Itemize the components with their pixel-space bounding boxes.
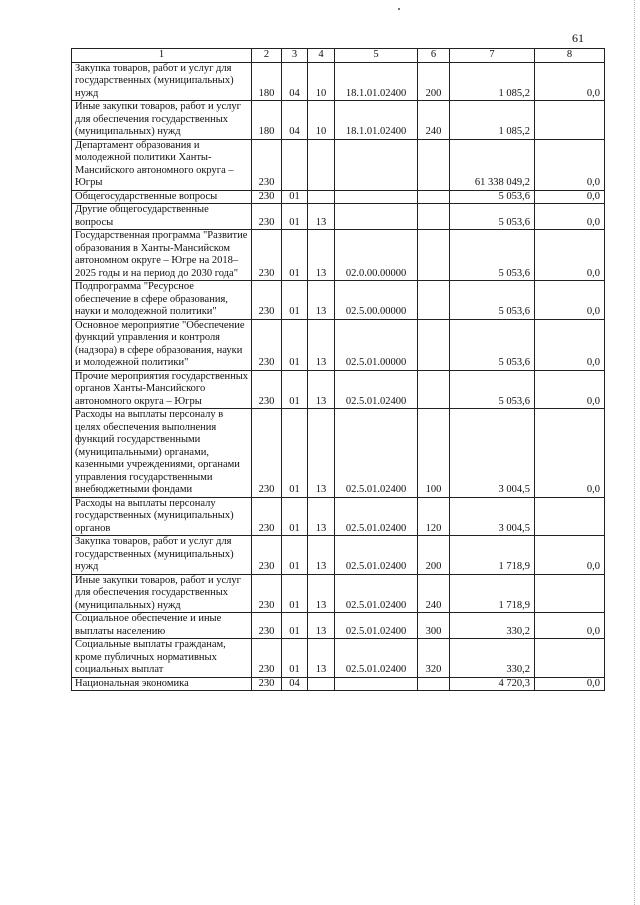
expense-type-cell (418, 190, 450, 204)
amount-cell: 3 004,5 (450, 409, 535, 498)
row-name-cell: Общегосударственные вопросы (72, 190, 252, 204)
glava-cell: 230 (252, 409, 282, 498)
amount-cell: 5 053,6 (450, 190, 535, 204)
target-article-cell: 02.5.01.00000 (335, 319, 418, 370)
razdel-cell: 01 (282, 613, 308, 639)
amount-2-cell: 0,0 (535, 139, 605, 190)
razdel-cell: 01 (282, 497, 308, 536)
header-col-5: 5 (335, 49, 418, 63)
table-row (72, 370, 605, 409)
razdel-cell: 01 (282, 370, 308, 409)
podrazdel-cell: 13 (308, 574, 335, 613)
amount-2-cell: 0,0 (535, 190, 605, 204)
amount-2-cell (535, 101, 605, 140)
table-body (72, 62, 605, 691)
podrazdel-cell: 13 (308, 281, 335, 320)
amount-cell: 5 053,6 (450, 370, 535, 409)
row-name-cell: Расходы на выплаты персоналу в целях обеспечения выполнения функций государственными (муниципальными) органами, казенными учреждениями, органами управления государственными внебюджетными фондами (72, 409, 252, 498)
target-article-cell: 02.5.01.02400 (335, 639, 418, 678)
podrazdel-cell: 13 (308, 536, 335, 575)
amount-2-cell: 0,0 (535, 613, 605, 639)
glava-cell: 230 (252, 639, 282, 678)
row-name-cell: Национальная экономика (72, 677, 252, 691)
expense-type-cell (418, 230, 450, 281)
glava-cell: 230 (252, 230, 282, 281)
glava-cell: 230 (252, 281, 282, 320)
target-article-cell: 02.5.01.02400 (335, 370, 418, 409)
target-article-cell: 02.5.01.02400 (335, 409, 418, 498)
amount-cell: 1 718,9 (450, 536, 535, 575)
target-article-cell: 02.5.01.02400 (335, 536, 418, 575)
glava-cell: 230 (252, 139, 282, 190)
target-article-cell (335, 190, 418, 204)
amount-cell: 61 338 049,2 (450, 139, 535, 190)
header-col-4: 4 (308, 49, 335, 63)
header-col-6: 6 (418, 49, 450, 63)
table-row (72, 536, 605, 575)
table-row (72, 62, 605, 101)
amount-cell: 1 718,9 (450, 574, 535, 613)
table-row (72, 613, 605, 639)
amount-cell: 5 053,6 (450, 281, 535, 320)
razdel-cell: 01 (282, 204, 308, 230)
header-col-3: 3 (282, 49, 308, 63)
expense-type-cell: 200 (418, 62, 450, 101)
amount-cell: 330,2 (450, 613, 535, 639)
amount-2-cell: 0,0 (535, 204, 605, 230)
expense-type-cell (418, 319, 450, 370)
podrazdel-cell: 13 (308, 639, 335, 678)
header-col-2: 2 (252, 49, 282, 63)
scan-speck (398, 8, 400, 10)
page-number: 61 (572, 31, 584, 45)
table-row (72, 319, 605, 370)
glava-cell: 230 (252, 536, 282, 575)
expense-type-cell: 120 (418, 497, 450, 536)
expense-type-cell: 100 (418, 409, 450, 498)
razdel-cell: 01 (282, 536, 308, 575)
row-name-cell: Прочие мероприятия государственных органов Ханты-Мансийского автономного округа – Югры (72, 370, 252, 409)
expense-type-cell: 320 (418, 639, 450, 678)
table-row (72, 230, 605, 281)
amount-2-cell: 0,0 (535, 677, 605, 691)
glava-cell: 230 (252, 204, 282, 230)
row-name-cell: Государственная программа "Развитие образования в Ханты-Мансийском автономном округе – Югре на 2018–2025 годы и на период до 2030 года" (72, 230, 252, 281)
table-row (72, 677, 605, 691)
razdel-cell: 04 (282, 677, 308, 691)
amount-2-cell: 0,0 (535, 230, 605, 281)
podrazdel-cell: 13 (308, 409, 335, 498)
amount-cell: 5 053,6 (450, 204, 535, 230)
table-row (72, 139, 605, 190)
row-name-cell: Закупка товаров, работ и услуг для государственных (муниципальных) нужд (72, 62, 252, 101)
target-article-cell: 02.0.00.00000 (335, 230, 418, 281)
amount-2-cell: 0,0 (535, 370, 605, 409)
amount-cell: 330,2 (450, 639, 535, 678)
amount-2-cell (535, 639, 605, 678)
target-article-cell: 02.5.01.02400 (335, 613, 418, 639)
amount-cell: 3 004,5 (450, 497, 535, 536)
razdel-cell: 01 (282, 409, 308, 498)
target-article-cell: 02.5.01.02400 (335, 497, 418, 536)
razdel-cell: 01 (282, 281, 308, 320)
amount-2-cell: 0,0 (535, 319, 605, 370)
row-name-cell: Другие общегосударственные вопросы (72, 204, 252, 230)
table-row (72, 190, 605, 204)
row-name-cell: Расходы на выплаты персоналу государственных (муниципальных) органов (72, 497, 252, 536)
podrazdel-cell: 13 (308, 230, 335, 281)
amount-2-cell (535, 497, 605, 536)
razdel-cell: 04 (282, 62, 308, 101)
target-article-cell: 02.5.01.02400 (335, 574, 418, 613)
razdel-cell: 01 (282, 574, 308, 613)
razdel-cell: 01 (282, 230, 308, 281)
amount-2-cell: 0,0 (535, 409, 605, 498)
razdel-cell: 01 (282, 639, 308, 678)
podrazdel-cell: 13 (308, 204, 335, 230)
razdel-cell: 01 (282, 190, 308, 204)
table-row (72, 204, 605, 230)
row-name-cell: Основное мероприятие "Обеспечение функций управления и контроля (надзора) в сфере образования, науки и молодежной политики" (72, 319, 252, 370)
amount-cell: 5 053,6 (450, 319, 535, 370)
table-row (72, 639, 605, 678)
row-name-cell: Подпрограмма "Ресурсное обеспечение в сфере образования, науки и молодежной политики" (72, 281, 252, 320)
glava-cell: 230 (252, 370, 282, 409)
expense-type-cell: 300 (418, 613, 450, 639)
glava-cell: 230 (252, 319, 282, 370)
expense-type-cell (418, 204, 450, 230)
target-article-cell (335, 677, 418, 691)
glava-cell: 230 (252, 497, 282, 536)
target-article-cell: 02.5.00.00000 (335, 281, 418, 320)
target-article-cell: 18.1.01.02400 (335, 62, 418, 101)
target-article-cell (335, 204, 418, 230)
amount-cell: 1 085,2 (450, 101, 535, 140)
page-edge (634, 0, 636, 905)
expense-type-cell (418, 139, 450, 190)
glava-cell: 180 (252, 62, 282, 101)
podrazdel-cell: 13 (308, 319, 335, 370)
header-col-8: 8 (535, 49, 605, 63)
amount-cell: 1 085,2 (450, 62, 535, 101)
podrazdel-cell: 13 (308, 613, 335, 639)
target-article-cell: 18.1.01.02400 (335, 101, 418, 140)
podrazdel-cell (308, 139, 335, 190)
amount-cell: 5 053,6 (450, 230, 535, 281)
header-col-1: 1 (72, 49, 252, 63)
glava-cell: 230 (252, 677, 282, 691)
table-row (72, 497, 605, 536)
header-row (72, 49, 605, 63)
podrazdel-cell (308, 677, 335, 691)
amount-2-cell: 0,0 (535, 536, 605, 575)
amount-2-cell: 0,0 (535, 62, 605, 101)
razdel-cell: 04 (282, 101, 308, 140)
row-name-cell: Департамент образования и молодежной политики Ханты-Мансийского автономного округа – Югры (72, 139, 252, 190)
row-name-cell: Закупка товаров, работ и услуг для государственных (муниципальных) нужд (72, 536, 252, 575)
podrazdel-cell: 13 (308, 497, 335, 536)
glava-cell: 230 (252, 190, 282, 204)
row-name-cell: Социальное обеспечение и иные выплаты населению (72, 613, 252, 639)
header-col-7: 7 (450, 49, 535, 63)
glava-cell: 230 (252, 574, 282, 613)
row-name-cell: Иные закупки товаров, работ и услуг для обеспечения государственных (муниципальных) нужд (72, 101, 252, 140)
table-row (72, 101, 605, 140)
amount-2-cell (535, 574, 605, 613)
podrazdel-cell: 13 (308, 370, 335, 409)
target-article-cell (335, 139, 418, 190)
expense-type-cell (418, 677, 450, 691)
podrazdel-cell: 10 (308, 101, 335, 140)
row-name-cell: Социальные выплаты гражданам, кроме публичных нормативных социальных выплат (72, 639, 252, 678)
podrazdel-cell (308, 190, 335, 204)
expense-type-cell (418, 370, 450, 409)
amount-2-cell: 0,0 (535, 281, 605, 320)
razdel-cell: 01 (282, 319, 308, 370)
table-row (72, 409, 605, 498)
razdel-cell (282, 139, 308, 190)
table-row (72, 574, 605, 613)
podrazdel-cell: 10 (308, 62, 335, 101)
expense-type-cell: 200 (418, 536, 450, 575)
expense-type-cell: 240 (418, 574, 450, 613)
glava-cell: 230 (252, 613, 282, 639)
expense-type-cell (418, 281, 450, 320)
glava-cell: 180 (252, 101, 282, 140)
table-row (72, 281, 605, 320)
expense-type-cell: 240 (418, 101, 450, 140)
row-name-cell: Иные закупки товаров, работ и услуг для обеспечения государственных (муниципальных) нужд (72, 574, 252, 613)
budget-table (71, 48, 605, 691)
amount-cell: 4 720,3 (450, 677, 535, 691)
